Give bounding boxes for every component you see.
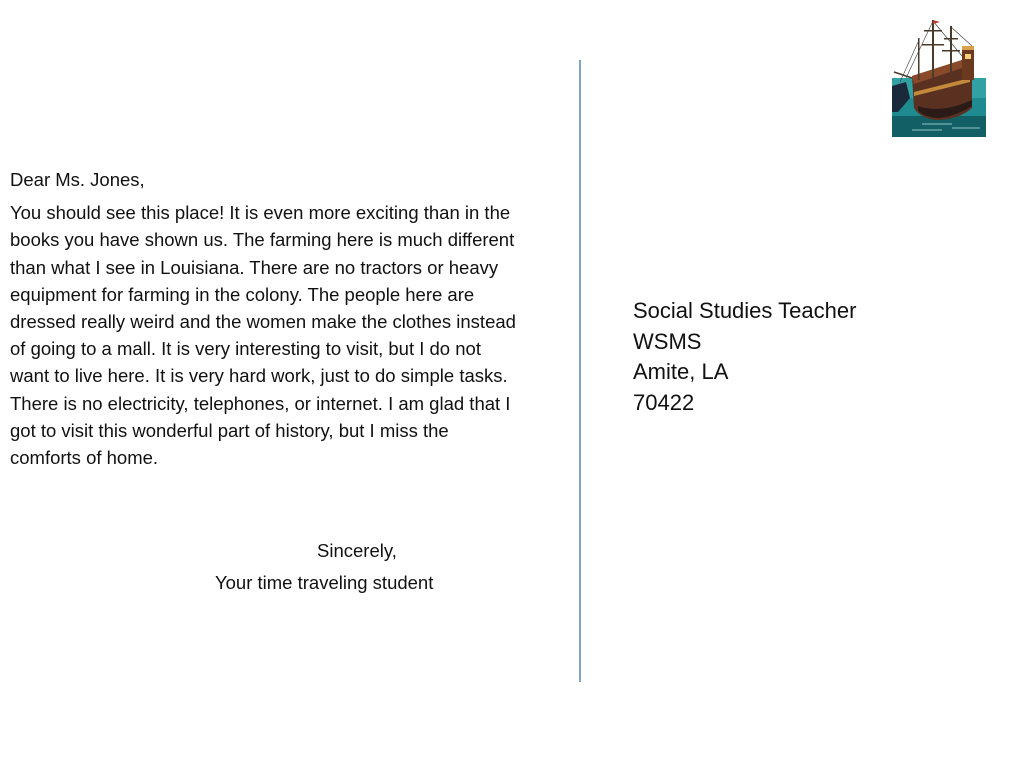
sailing-ship-icon [892,16,986,137]
recipient-address [633,296,856,419]
address-line-zip: 70422 [633,390,695,416]
letter-signature: Your time traveling student [215,572,434,593]
letter-greeting: Dear Ms. Jones, [10,169,145,190]
letter-closing: Sincerely, [317,540,397,561]
letter-body: You should see this place! It is even more exciting than in the books you have shown us. The farming here is much different than what I see in Louisiana. There are no tractors or heavy equipment for farming in the colony. The people here are dressed really weird and the women make the clothes instead of going to a mall. It is very interesting to visit, but I do not want to live here. It is very hard work, just to do simple tasks. There is no electricity, telephones, or internet. I am glad that I got to visit this wonderful part of history, but I miss the comforts of home. [10,202,516,469]
address-line-city: Amite, LA [633,359,729,385]
address-line-school: WSMS [633,328,702,354]
postcard-divider [579,60,581,682]
letter-message [10,166,520,471]
address-line-title: Social Studies Teacher [633,298,857,323]
